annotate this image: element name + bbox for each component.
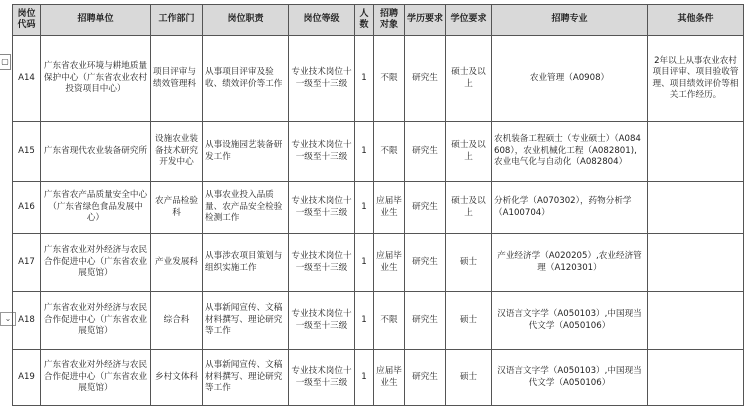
header-unit: 招聘单位 xyxy=(41,5,151,36)
cell-degree: 硕士及以上 xyxy=(446,122,492,182)
cell-unit: 广东省农业环境与耕地质量保护中心（广东省农业农村投资项目中心） xyxy=(41,36,151,122)
cell-degree: 硕士 xyxy=(446,292,492,350)
cell-code: A16 xyxy=(13,182,41,234)
table-row xyxy=(13,36,744,122)
cell-unit: 广东省农业对外经济与农民合作促进中心（广东省农业展览馆） xyxy=(41,292,151,350)
cell-dept: 设施农业装备技术研究开发中心 xyxy=(151,122,203,182)
cell-grade: 专业技术岗位十一级至十三级 xyxy=(289,234,355,292)
cell-major: 汉语言文字学（A050103）,中国现当代文学（A050106） xyxy=(492,292,648,350)
cell-degree: 硕士及以上 xyxy=(446,36,492,122)
cell-code: A14 xyxy=(13,36,41,122)
table-row xyxy=(13,234,744,292)
cell-major: 农业管理（A0908） xyxy=(492,36,648,122)
cell-duty: 从事农业投入品质量、农产品安全检验检测工作 xyxy=(203,182,289,234)
cell-duty: 从事新闻宣传、文稿材料撰写、理论研究等工作 xyxy=(203,292,289,350)
job-table-container xyxy=(12,4,744,406)
cell-count: 1 xyxy=(355,292,374,350)
cell-unit: 广东省农业对外经济与农民合作促进中心（广东省农业展览馆） xyxy=(41,234,151,292)
header-duty: 岗位职责 xyxy=(203,5,289,36)
cell-other xyxy=(648,292,744,350)
header-grade: 岗位等级 xyxy=(289,5,355,36)
cell-target: 应届毕业生 xyxy=(374,350,405,406)
cell-unit: 广东省农产品质量安全中心（广东省绿色食品发展中心） xyxy=(41,182,151,234)
job-table xyxy=(12,4,744,406)
cell-other xyxy=(648,122,744,182)
cell-dept: 乡村文体科 xyxy=(151,350,203,406)
table-row xyxy=(13,122,744,182)
cell-target: 不限 xyxy=(374,292,405,350)
cell-grade: 专业技术岗位十一级至十三级 xyxy=(289,350,355,406)
header-target: 招聘对象 xyxy=(374,5,405,36)
cell-count: 1 xyxy=(355,234,374,292)
cell-dept: 农产品检验科 xyxy=(151,182,203,234)
cell-major: 农机装备工程硕士（专业硕士）（A084608），农业机械化工程（A082801),农业电气化与自动化（A082804） xyxy=(492,122,648,182)
cell-edu: 研究生 xyxy=(405,122,446,182)
cell-other xyxy=(648,234,744,292)
cell-duty: 从事新闻宣传、文稿材料撰写、理论研究等工作 xyxy=(203,350,289,406)
cell-duty: 从事涉农项目策划与组织实施工作 xyxy=(203,234,289,292)
cell-other xyxy=(648,182,744,234)
cell-major: 分析化学（A070302），药物分析学（A100704） xyxy=(492,182,648,234)
cell-target: 应届毕业生 xyxy=(374,234,405,292)
cell-target: 不限 xyxy=(374,36,405,122)
cell-duty: 从事项目评审及验收、绩效评价等工作 xyxy=(203,36,289,122)
cell-edu: 研究生 xyxy=(405,234,446,292)
cell-edu: 研究生 xyxy=(405,36,446,122)
cell-count: 1 xyxy=(355,36,374,122)
cell-dept: 产业发展科 xyxy=(151,234,203,292)
cell-target: 应届毕业生 xyxy=(374,182,405,234)
cell-edu: 研究生 xyxy=(405,292,446,350)
cell-target: 不限 xyxy=(374,122,405,182)
cell-degree: 硕士 xyxy=(446,350,492,406)
cell-code: A19 xyxy=(13,350,41,406)
cell-other: 2年以上从事农业农村项目评审、项目验收管理、项目绩效评价等相关工作经历。 xyxy=(648,36,744,122)
header-count: 人数 xyxy=(355,5,374,36)
cell-major: 汉语言文字学（A050103）,中国现当代文学（A050106） xyxy=(492,350,648,406)
chevron-down-icon[interactable]: ⌄ xyxy=(0,312,16,326)
cell-major: 产业经济学（A020205）,农业经济管理（A120301） xyxy=(492,234,648,292)
cell-dept: 项目评审与绩效管理科 xyxy=(151,36,203,122)
cell-count: 1 xyxy=(355,350,374,406)
cell-degree: 硕士及以上 xyxy=(446,182,492,234)
cell-edu: 研究生 xyxy=(405,350,446,406)
header-code: 岗位代码 xyxy=(13,5,41,36)
header-dept: 工作部门 xyxy=(151,5,203,36)
cell-grade: 专业技术岗位十一级至十三级 xyxy=(289,122,355,182)
cell-grade: 专业技术岗位十一级至十三级 xyxy=(289,292,355,350)
table-row xyxy=(13,292,744,350)
cell-other xyxy=(648,350,744,406)
cell-count: 1 xyxy=(355,182,374,234)
cell-unit: 广东省现代农业装备研究所 xyxy=(41,122,151,182)
cell-grade: 专业技术岗位十一级至十三级 xyxy=(289,182,355,234)
cell-dept: 综合科 xyxy=(151,292,203,350)
cell-code: A18 xyxy=(13,292,41,350)
cell-edu: 研究生 xyxy=(405,182,446,234)
header-major: 招聘专业 xyxy=(492,5,648,36)
cell-degree: 硕士 xyxy=(446,234,492,292)
cell-unit: 广东省农业对外经济与农民合作促进中心（广东省农业展览馆） xyxy=(41,350,151,406)
table-header-row xyxy=(13,5,744,36)
cell-count: 1 xyxy=(355,122,374,182)
cell-code: A15 xyxy=(13,122,41,182)
header-degree: 学位要求 xyxy=(446,5,492,36)
table-row xyxy=(13,182,744,234)
table-row xyxy=(13,350,744,406)
header-other: 其他条件 xyxy=(648,5,744,36)
cell-duty: 从事设施园艺装备研发工作 xyxy=(203,122,289,182)
cell-grade: 专业技术岗位十一级至十三级 xyxy=(289,36,355,122)
header-edu: 学历要求 xyxy=(405,5,446,36)
row-handle-button[interactable]: ▢ xyxy=(0,54,11,70)
cell-code: A17 xyxy=(13,234,41,292)
